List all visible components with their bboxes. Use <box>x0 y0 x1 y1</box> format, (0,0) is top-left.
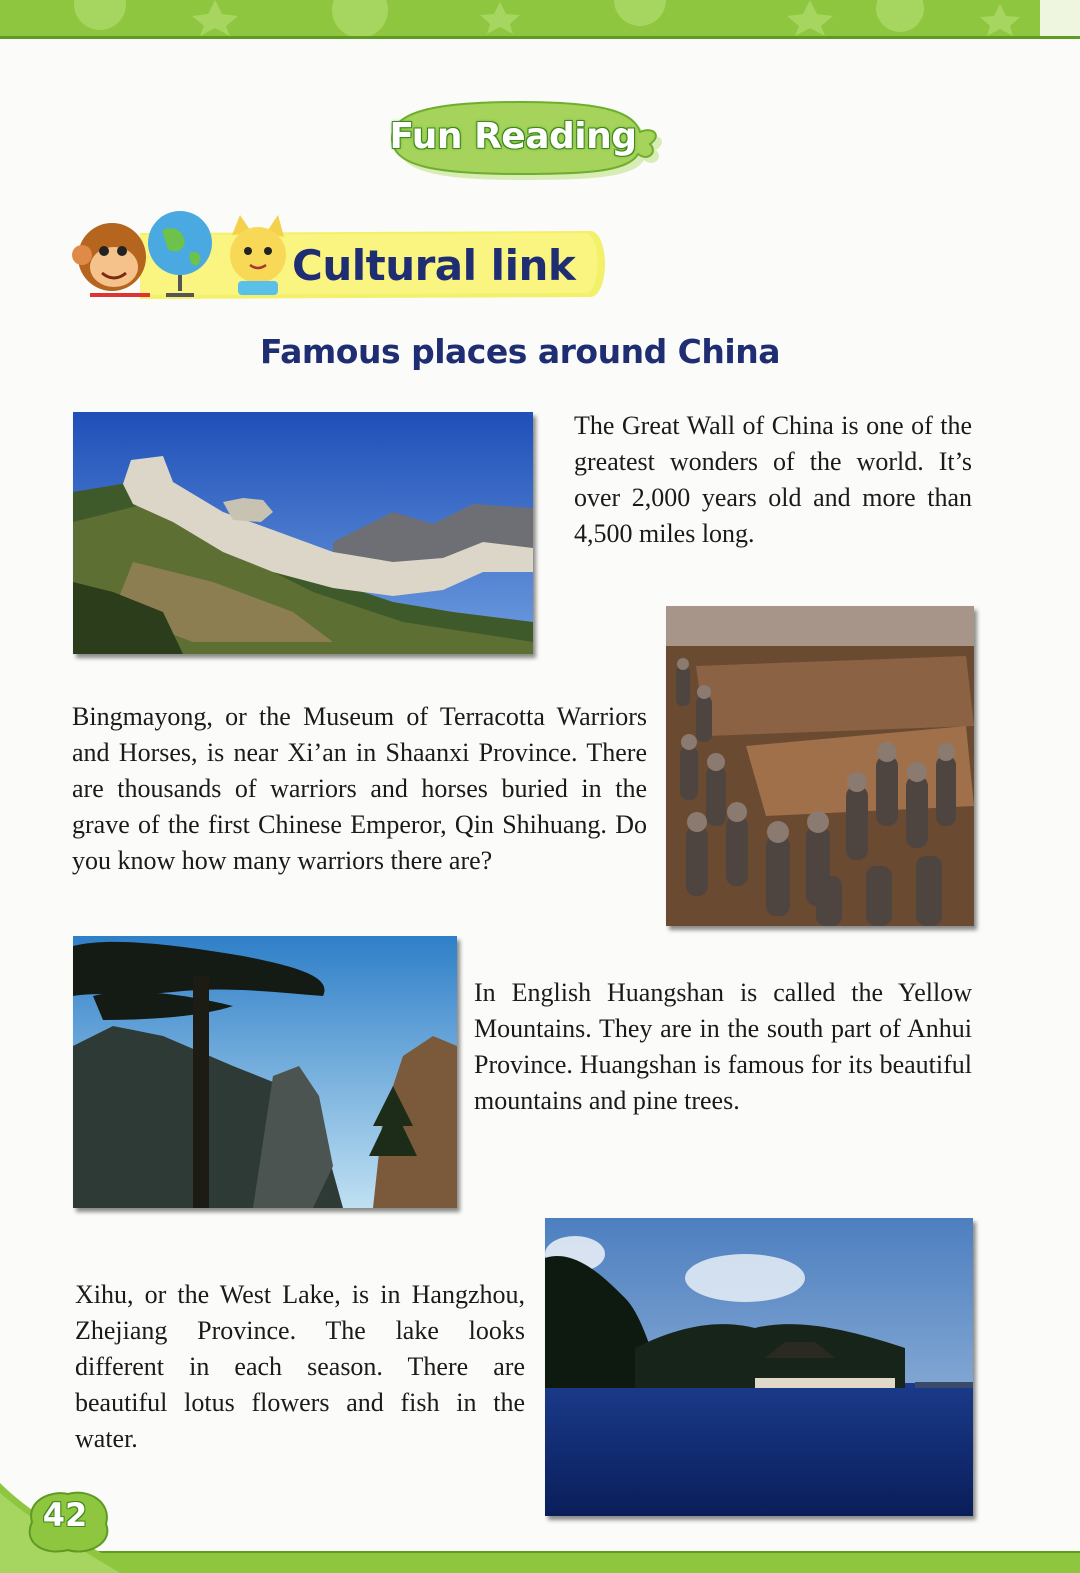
fun-reading-label: Fun Reading <box>389 116 637 157</box>
great-wall-photo <box>73 412 533 654</box>
terracotta-warriors-photo <box>666 606 974 926</box>
huangshan-description: In English Huangshan is called the Yellow Mountains. They are in the south part of Anhui Province. Huangshan is famous for its beautiful mountains and pine trees. <box>474 978 972 1115</box>
west-lake-photo <box>545 1218 973 1516</box>
top-decorative-band <box>0 0 1080 39</box>
band-pattern <box>0 0 1080 36</box>
terracotta-description: Bingmayong, or the Museum of Terracotta Warriors and Horses, is near Xi’an in Shaanxi Province. There are thousands of warriors and horses buried in the grave of the first Chinese Emperor, Qin Shihuang. Do you know how many warriors there are? <box>72 702 647 875</box>
cultural-link-title: Cultural link <box>292 241 576 290</box>
west-lake-description: Xihu, or the West Lake, is in Hangzhou, Zhejiang Province. The lake looks different in each season. There are beautiful lotus flowers and fish in the water. <box>75 1280 525 1453</box>
page-title: Famous places around China <box>260 332 780 371</box>
bottom-decorative-band <box>0 1551 1080 1573</box>
monkey-mascot-icon <box>72 223 150 295</box>
huangshan-photo <box>73 936 457 1208</box>
page-number: 42 <box>42 1496 88 1534</box>
great-wall-description: The Great Wall of China is one of the greatest wonders of the world. It’s over 2,000 years old and more than 4,500 miles long. <box>574 411 972 548</box>
